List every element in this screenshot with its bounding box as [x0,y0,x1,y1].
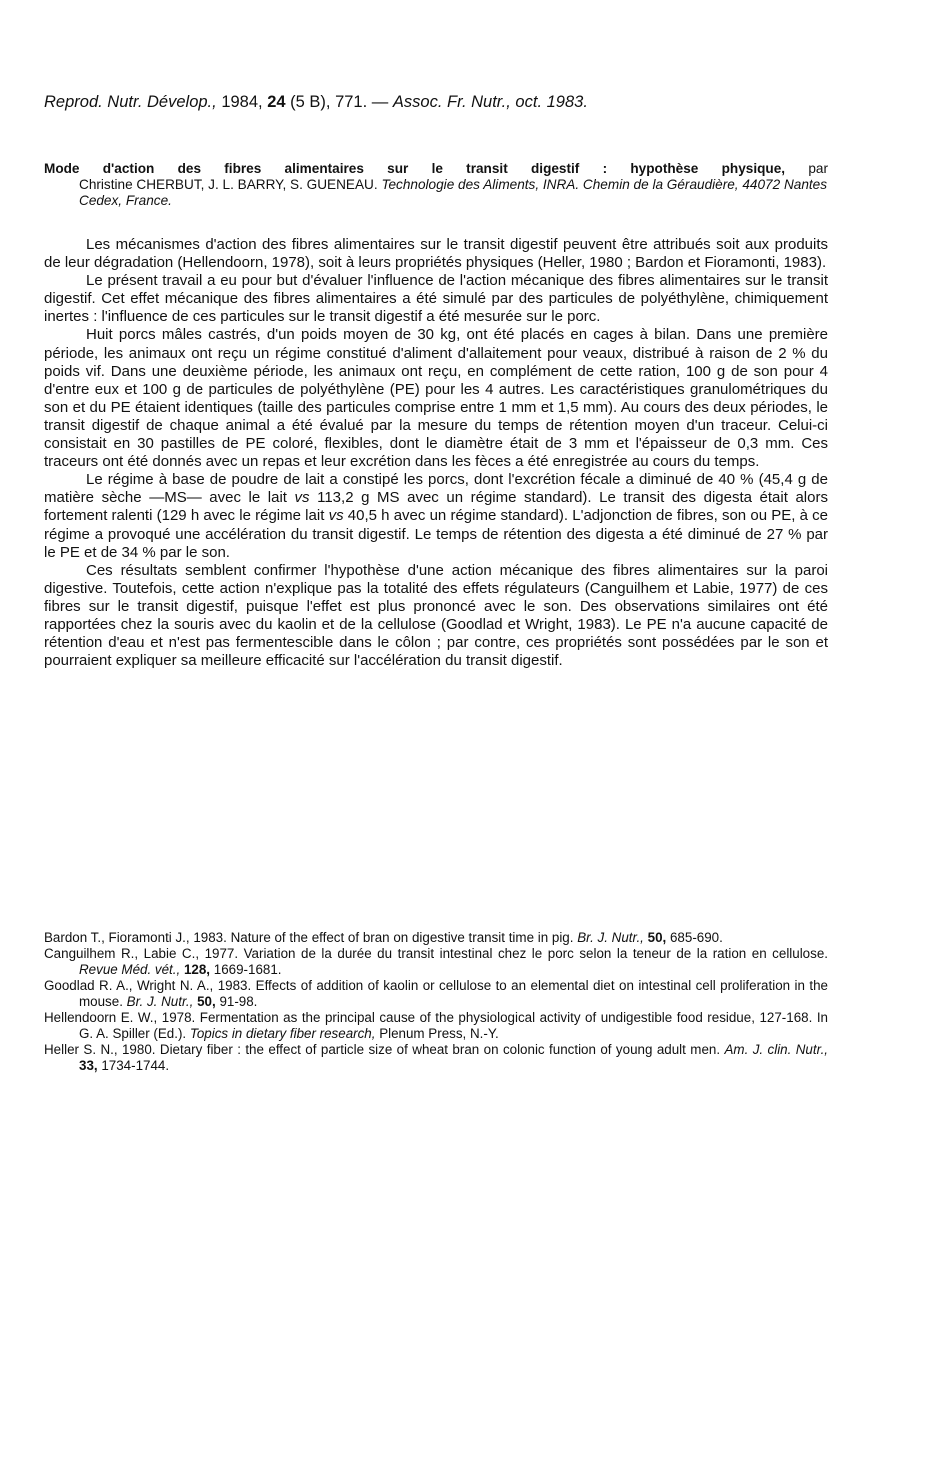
journal-name: Reprod. Nutr. Dévelop., [44,93,217,111]
by-label: par [808,161,828,176]
article-authors: Christine CHERBUT, J. L. BARRY, S. GUENEAU. [79,177,378,192]
reference-item [44,930,828,946]
reference-item [44,946,828,978]
running-header [44,93,828,112]
article-title-block [44,161,828,209]
versus-2: vs [328,507,344,525]
reference-volume: 33, [79,1058,98,1073]
reference-item [44,1042,828,1074]
article-title: Mode d'action des fibres alimentaires sur le transit digestif : hypothèse physique, [44,161,786,176]
reference-pages: 685-690. [666,930,723,945]
paragraph-4-part-c: 40,5 h avec un régime standard). L'adjonction de fibres, son ou PE, à ce régime a provoqué une accélération du transit digestif. Le temps de rétention des digesta a été diminué de 27 % par le PE et de 34 % par le son. [44,507,828,561]
paragraph-1: Les mécanismes d'action des fibres alimentaires sur le transit digestif peuvent être attribués soit aux produits de leur dégradation (Hellendoorn, 1978), soit à leurs propriétés physiques (Heller, 1980 ; Bardon et Fioramonti, 1983). [44,236,828,272]
references-list [44,930,828,1074]
reference-text: Bardon T., Fioramonti J., 1983. Nature of the effect of bran on digestive transit time in pig. [44,930,578,945]
reference-item [44,978,828,1010]
paragraph-3: Huit porcs mâles castrés, d'un poids moyen de 30 kg, ont été placés en cages à bilan. Dans une première période, les animaux ont reçu un régime constitué d'aliment d'allaitement pour veaux, distribué à raison de 2 % du poids vif. Dans une deuxième période, les animaux ont reçu, en complément de cette ration, 100 g de son pour 4 d'entre eux et 100 g de particules de polyéthylène (PE) pour les 4 autres. Les caractéristiques granulométriques du son et du PE étaient identiques (taille des particules comprise entre 1 mm et 1,5 mm). Au cours des deux périodes, le transit digestif de chaque animal a été évalué par la mesure du temps de rétention moyen d'un traceur. Celui-ci consistait en 30 pastilles de PE coloré, flexibles, dont le diamètre était de 3 mm et l'épaisseur de 0,3 mm. Ces traceurs ont été donnés avec un repas et leur excrétion dans les fèces a été enregistrée au cours du temps. [44,326,828,471]
reference-pages: 1669-1681. [210,962,282,977]
reference-volume: 50, [197,994,216,1009]
reference-journal: Br. J. Nutr., [126,994,194,1009]
reference-pages: 91-98. [215,994,258,1009]
title-line [44,161,828,177]
journal-year: 1984, [221,93,263,111]
paragraph-4-part-b: 113,2 g MS avec un régime standard). Le transit des digesta était alors fortement ralenti (129 h avec le régime lait [44,489,828,525]
association-info: Assoc. Fr. Nutr., oct. 1983. [392,93,588,111]
reference-journal: Am. J. clin. Nutr., [724,1042,829,1057]
article-body [44,236,828,670]
reference-volume: 50, [647,930,667,945]
paragraph-4-part-a: Le régime à base de poudre de lait a constipé les porcs, dont l'excrétion fécale a diminué de 40 % (45,4 g de matière sèche —MS— avec le lait [44,471,828,507]
authors-line [44,177,828,209]
article-affiliation: Technologie des Aliments, INRA. Chemin de la Géraudière, 44072 Nantes Cedex, France. [79,177,828,208]
reference-journal: Br. J. Nutr., [577,930,644,945]
reference-text: Hellendoorn E. W., 1978. Fermentation as the principal cause of the physiological activity of undigestible food residue, 127-168. In G. A. Spiller (Ed.). [44,1010,828,1041]
reference-text: Goodlad R. A., Wright N. A., 1983. Effects of addition of kaolin or cellulose to an elemental diet on intestinal cell proliferation in the mouse. [44,978,828,1009]
reference-text: Canguilhem R., Labie C., 1977. Variation de la durée du transit intestinal chez le porc selon la teneur de la ration en cellulose. [44,946,828,961]
reference-text: Heller S. N., 1980. Dietary fiber : the effect of particle size of wheat bran on colonic function of young adult men. [44,1042,725,1057]
reference-pages: 1734-1744. [97,1058,170,1073]
paragraph-5: Ces résultats semblent confirmer l'hypothèse d'une action mécanique des fibres alimentaires sur la paroi digestive. Toutefois, cette action n'explique pas la totalité des effets régulateurs (Canguilhem et Labie, 1977) de ces fibres sur le transit digestif, puisque l'effet est plus prononcé avec le son. Des observations similaires ont été rapportées chez la souris avec du kaolin et de la cellulose (Goodlad et Wright, 1983). Le PE n'a aucune capacité de rétention d'eau et n'est pas fermentescible dans le côlon ; par contre, ces propriétés sont possédées par le son et pourraient expliquer sa meilleure efficacité sur l'accélération du transit digestif. [44,561,828,670]
reference-journal: Revue Méd. vét., [79,962,181,977]
reference-volume: 128, [183,962,211,977]
paragraph-4 [44,471,828,561]
versus-1: vs [294,489,310,507]
paragraph-2: Le présent travail a eu pour but d'évaluer l'influence de l'action mécanique des fibres alimentaires sur le transit digestif. Cet effet mécanique des fibres alimentaires a été simulé par des particules de polyéthylène, chimiquement inertes : l'influence de ces particules sur le transit digestif a été mesurée sur le porc. [44,272,828,326]
journal-issue: (5 B), 771. [290,93,368,111]
reference-journal: Topics in dietary fiber research, [189,1026,376,1041]
reference-pages: Plenum Press, N.-Y. [375,1026,499,1041]
reference-item [44,1010,828,1042]
journal-volume: 24 [267,93,286,111]
header-dash: — [371,93,389,111]
